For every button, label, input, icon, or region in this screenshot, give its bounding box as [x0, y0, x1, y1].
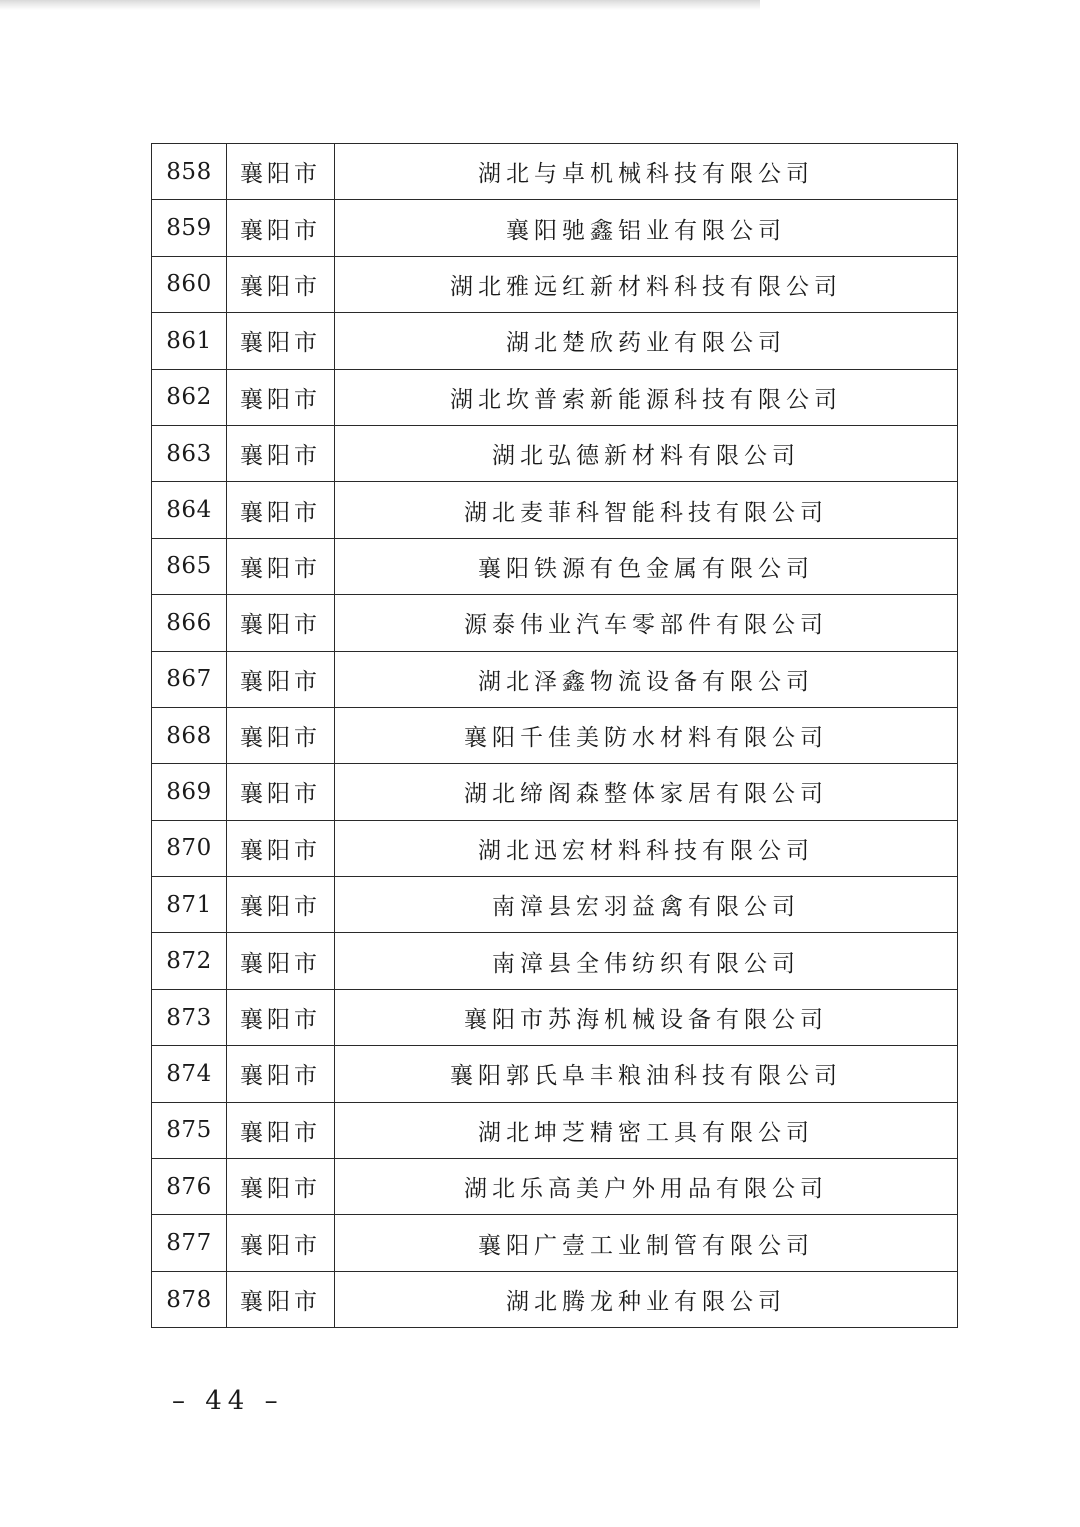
city-cell: 襄阳市	[227, 1046, 335, 1102]
table-row	[152, 538, 958, 594]
city-cell: 襄阳市	[227, 369, 335, 425]
row-number-cell: 865	[152, 538, 227, 594]
company-name-cell: 襄阳市苏海机械设备有限公司	[335, 989, 958, 1045]
table-row	[152, 820, 958, 876]
company-name-cell: 襄阳铁源有色金属有限公司	[335, 538, 958, 594]
row-number-cell: 877	[152, 1215, 227, 1271]
company-name-cell: 湖北缔阁森整体家居有限公司	[335, 764, 958, 820]
scan-edge	[0, 0, 760, 10]
city-cell: 襄阳市	[227, 538, 335, 594]
page-number: – 44 –	[172, 1386, 284, 1416]
row-number-cell: 869	[152, 764, 227, 820]
city-cell: 襄阳市	[227, 820, 335, 876]
company-name-cell: 湖北腾龙种业有限公司	[335, 1271, 958, 1327]
row-number-cell: 866	[152, 595, 227, 651]
company-name-cell: 南漳县全伟纺织有限公司	[335, 933, 958, 989]
city-cell: 襄阳市	[227, 764, 335, 820]
city-cell: 襄阳市	[227, 1102, 335, 1158]
company-name-cell: 南漳县宏羽益禽有限公司	[335, 877, 958, 933]
company-name-cell: 湖北坤芝精密工具有限公司	[335, 1102, 958, 1158]
row-number-cell: 870	[152, 820, 227, 876]
company-name-cell: 湖北乐高美户外用品有限公司	[335, 1159, 958, 1215]
city-cell: 襄阳市	[227, 651, 335, 707]
table-row	[152, 933, 958, 989]
table-row	[152, 369, 958, 425]
row-number-cell: 872	[152, 933, 227, 989]
row-number-cell: 859	[152, 200, 227, 256]
table-row	[152, 256, 958, 312]
company-name-cell: 襄阳郭氏阜丰粮油科技有限公司	[335, 1046, 958, 1102]
table-row	[152, 651, 958, 707]
table-row	[152, 764, 958, 820]
company-name-cell: 湖北弘德新材料有限公司	[335, 425, 958, 481]
company-list-table	[151, 143, 958, 1328]
table-row	[152, 313, 958, 369]
company-name-cell: 湖北麦菲科智能科技有限公司	[335, 482, 958, 538]
city-cell: 襄阳市	[227, 1159, 335, 1215]
city-cell: 襄阳市	[227, 595, 335, 651]
row-number-cell: 871	[152, 877, 227, 933]
city-cell: 襄阳市	[227, 200, 335, 256]
company-name-cell: 湖北楚欣药业有限公司	[335, 313, 958, 369]
company-name-cell: 襄阳驰鑫铝业有限公司	[335, 200, 958, 256]
city-cell: 襄阳市	[227, 144, 335, 200]
company-name-cell: 湖北与卓机械科技有限公司	[335, 144, 958, 200]
table-body	[152, 144, 958, 1328]
company-name-cell: 湖北迅宏材料科技有限公司	[335, 820, 958, 876]
row-number-cell: 873	[152, 989, 227, 1045]
table-row	[152, 1102, 958, 1158]
company-name-cell: 源泰伟业汽车零部件有限公司	[335, 595, 958, 651]
row-number-cell: 864	[152, 482, 227, 538]
city-cell: 襄阳市	[227, 1215, 335, 1271]
table-row	[152, 707, 958, 763]
city-cell: 襄阳市	[227, 256, 335, 312]
row-number-cell: 878	[152, 1271, 227, 1327]
table-row	[152, 877, 958, 933]
table-row	[152, 1159, 958, 1215]
company-name-cell: 襄阳千佳美防水材料有限公司	[335, 707, 958, 763]
row-number-cell: 875	[152, 1102, 227, 1158]
table-row	[152, 1046, 958, 1102]
company-name-cell: 湖北泽鑫物流设备有限公司	[335, 651, 958, 707]
company-name-cell: 湖北雅远红新材料科技有限公司	[335, 256, 958, 312]
city-cell: 襄阳市	[227, 313, 335, 369]
row-number-cell: 876	[152, 1159, 227, 1215]
table-row	[152, 200, 958, 256]
table-row	[152, 1271, 958, 1327]
row-number-cell: 862	[152, 369, 227, 425]
row-number-cell: 868	[152, 707, 227, 763]
table-row	[152, 1215, 958, 1271]
table-row	[152, 144, 958, 200]
city-cell: 襄阳市	[227, 425, 335, 481]
table-row	[152, 595, 958, 651]
row-number-cell: 874	[152, 1046, 227, 1102]
row-number-cell: 860	[152, 256, 227, 312]
row-number-cell: 863	[152, 425, 227, 481]
city-cell: 襄阳市	[227, 482, 335, 538]
row-number-cell: 861	[152, 313, 227, 369]
row-number-cell: 867	[152, 651, 227, 707]
table-row	[152, 482, 958, 538]
company-name-cell: 襄阳广壹工业制管有限公司	[335, 1215, 958, 1271]
city-cell: 襄阳市	[227, 707, 335, 763]
table-row	[152, 425, 958, 481]
city-cell: 襄阳市	[227, 1271, 335, 1327]
row-number-cell: 858	[152, 144, 227, 200]
company-name-cell: 湖北坎普索新能源科技有限公司	[335, 369, 958, 425]
city-cell: 襄阳市	[227, 933, 335, 989]
city-cell: 襄阳市	[227, 877, 335, 933]
city-cell: 襄阳市	[227, 989, 335, 1045]
table-row	[152, 989, 958, 1045]
